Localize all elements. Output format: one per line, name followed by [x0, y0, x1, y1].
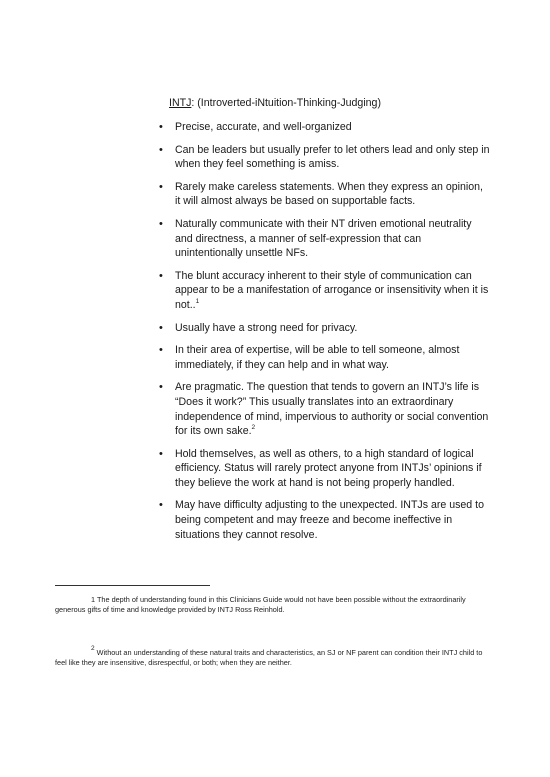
list-item: • Usually have a strong need for privacy.: [160, 321, 490, 336]
list-item: • Precise, accurate, and well-organized: [160, 120, 490, 135]
footnote-text: The depth of understanding found in this Clinicians Guide would not have been possible without the extraordinarily generous gifts of time and knowledge provided by INTJ Ross Reinhold.: [55, 595, 466, 615]
page-heading: [0, 96, 550, 110]
list-item: • Rarely make careless statements. When they express an opinion, it will almost always be based on supportable facts.: [160, 180, 490, 209]
footnote-mark: 2: [91, 645, 95, 652]
footnote-ref: 2: [251, 424, 256, 432]
list-item: • Naturally communicate with their NT driven emotional neutrality and directness, a manner of self-expression that can unintentionally unsettle NFs.: [160, 217, 490, 261]
list-item: • Hold themselves, as well as others, to a high standard of logical efficiency. Status will rarely protect anyone from INTJs’ opinions if they believe the work at hand is not being properly handled.: [160, 447, 490, 491]
footnote-2: [55, 645, 495, 669]
list-item: • In their area of expertise, will be able to tell someone, almost immediately, if they can help and in what way.: [160, 343, 490, 372]
list-item: • May have difficulty adjusting to the unexpected. INTJs are used to being competent and may freeze and become ineffective in situations they cannot resolve.: [160, 498, 490, 542]
footnote-text: Without an understanding of these natural traits and characteristics, an SJ or NF parent can condition their INTJ child to feel like they are insensitive, disrespectful, or both; when they are neither.: [55, 648, 483, 668]
footnote-mark: 1: [91, 595, 96, 604]
list-item: • Are pragmatic. The question that tends to govern an INTJ’s life is “Does it work?” This usually translates into an extraordinary independence of mind, impervious to authority or social convention for its own sake.$^2$: [160, 380, 490, 438]
list-item: • The blunt accuracy inherent to their style of communication can appear to be a manifestation of arrogance or insensitivity when it is not..$^1$: [160, 269, 490, 313]
list-item: • Can be leaders but usually prefer to let others lead and only step in when they feel something is amiss.: [160, 143, 490, 172]
type-expansion: : (Introverted-iNtuition-Thinking-Judging): [191, 97, 381, 109]
footnote-1: [55, 595, 495, 616]
traits-list: [160, 120, 490, 550]
footnote-divider: [55, 585, 210, 586]
footnote-ref: 1: [195, 297, 200, 305]
type-term: INTJ: [169, 97, 192, 109]
